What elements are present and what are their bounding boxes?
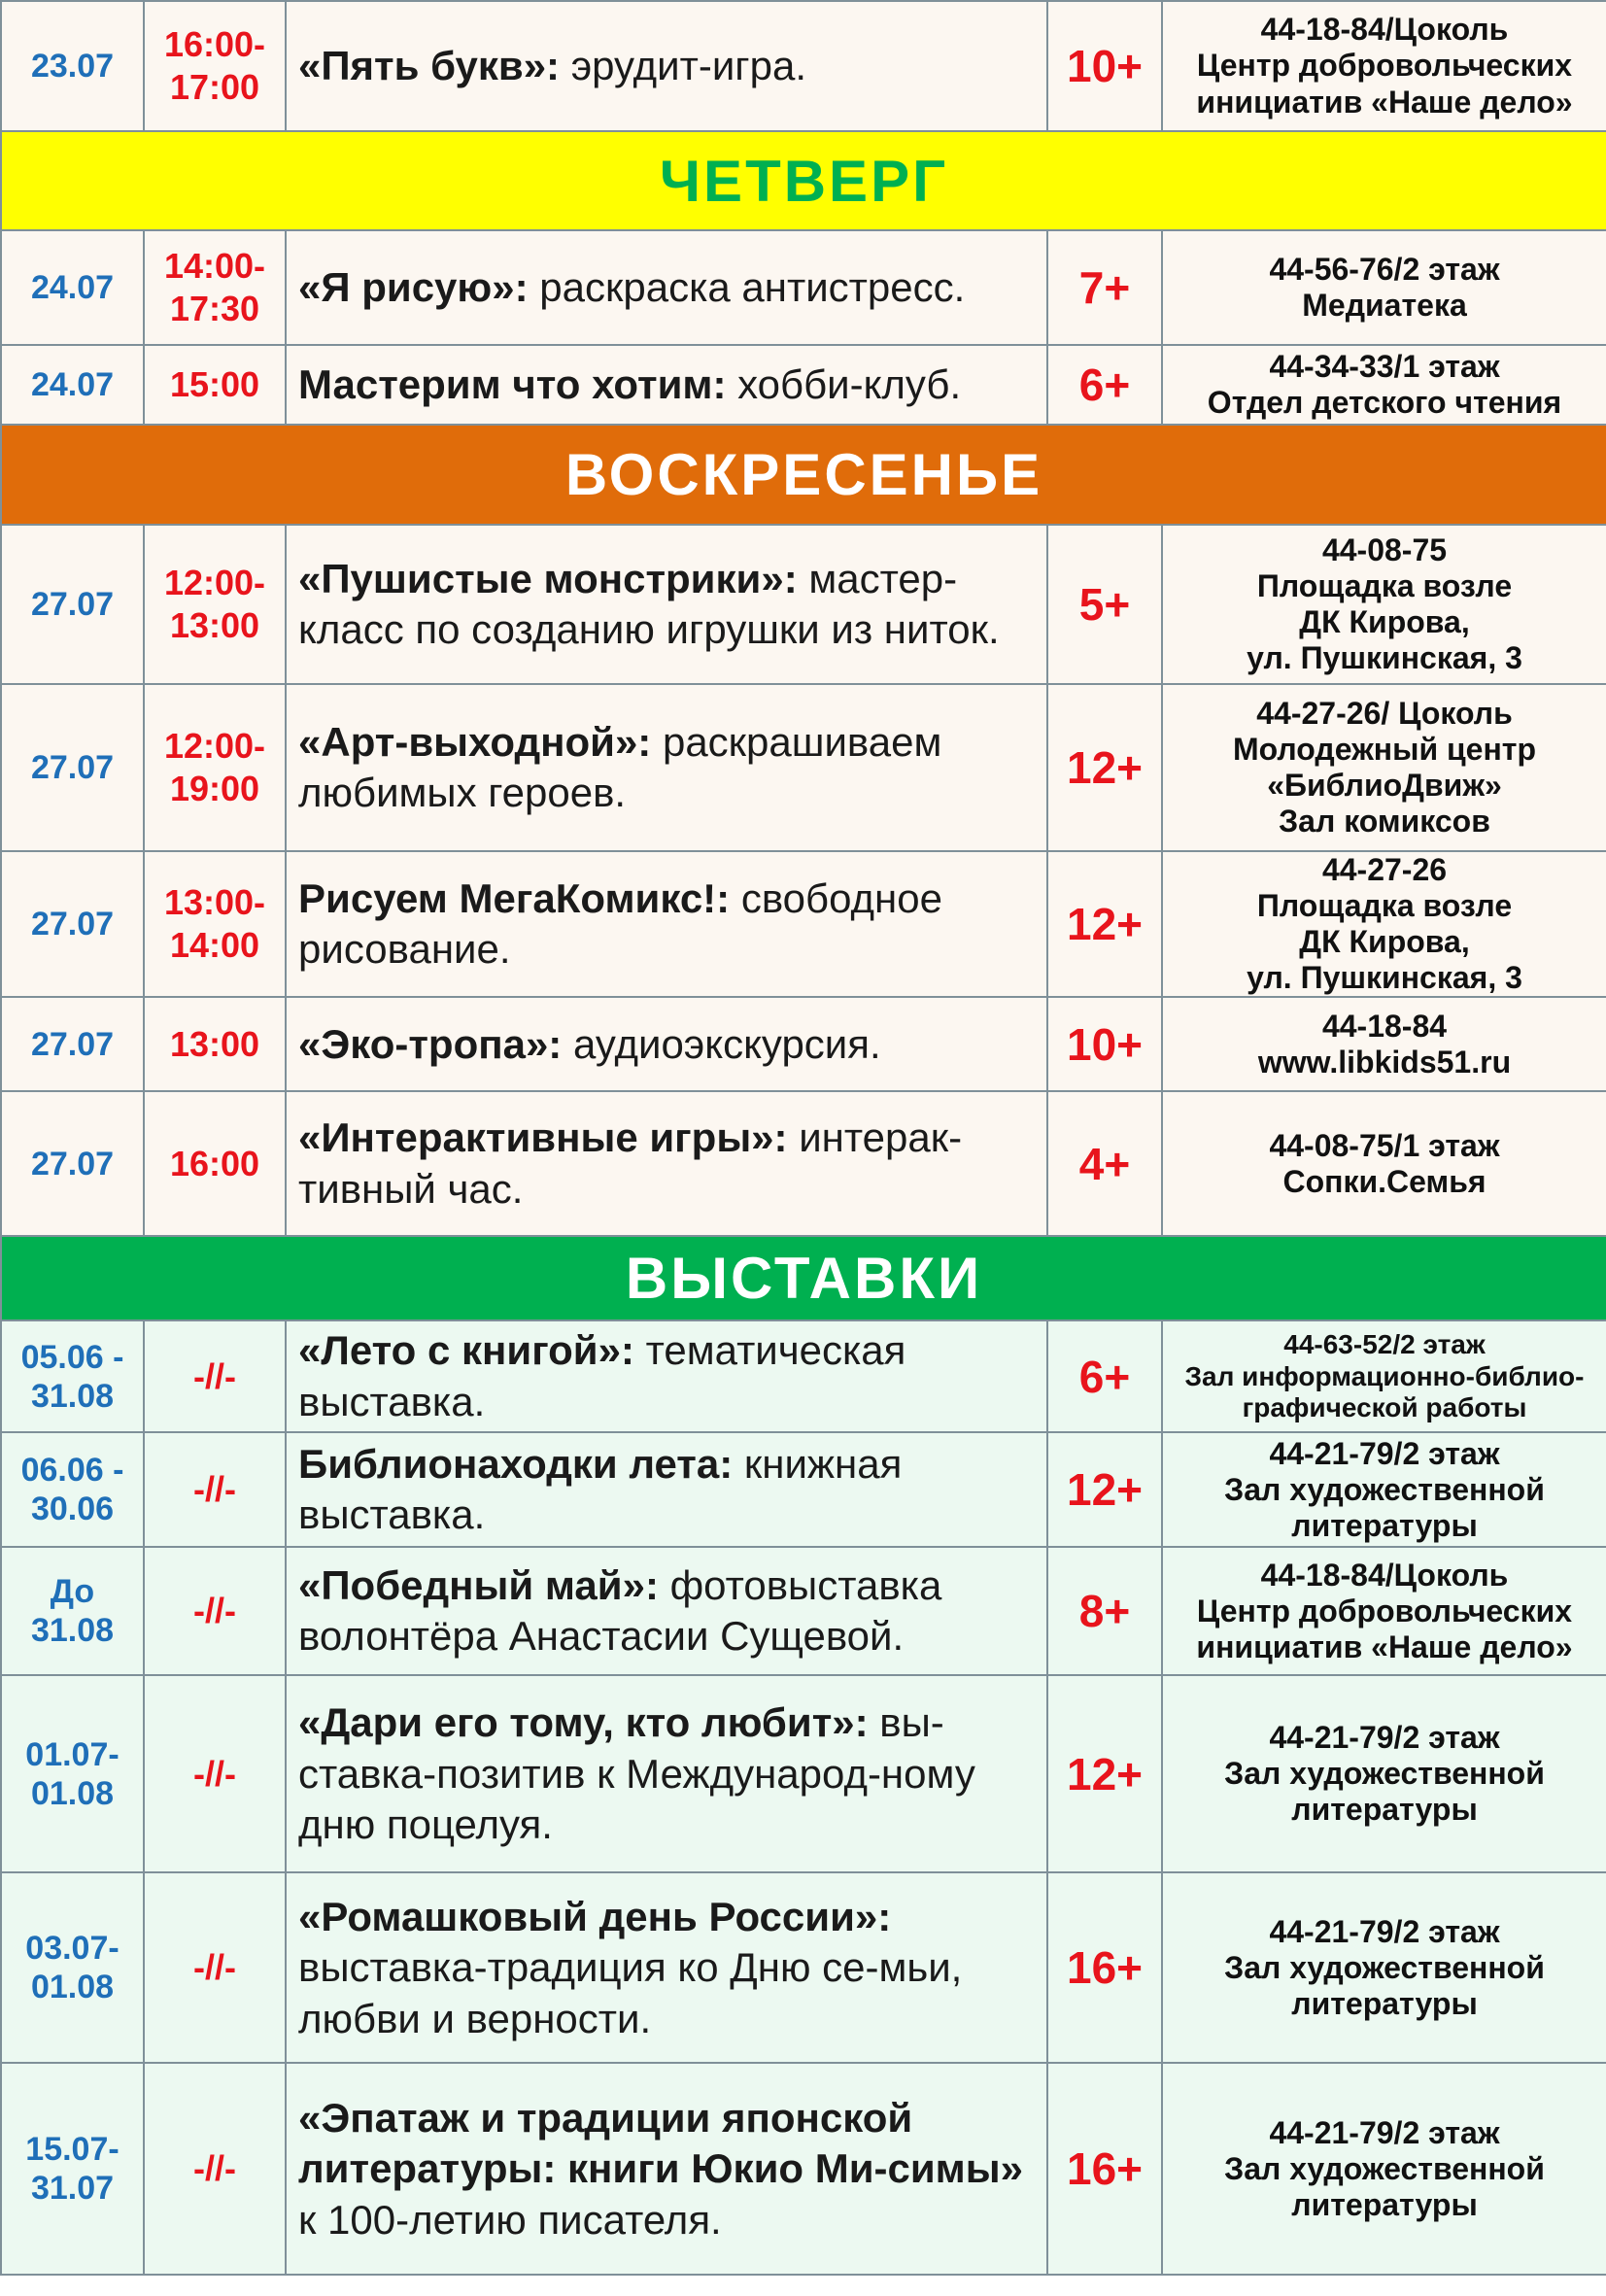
exhibition-dates: 03.07- 01.08 [1, 1872, 144, 2063]
exhibition-dates: До 31.08 [1, 1547, 144, 1675]
event-text: свободное рисование. [298, 874, 942, 973]
exhibition-location: 44-21-79/2 этаж Зал художественной литературы [1162, 1432, 1606, 1547]
event-text: интерак-тивный час. [298, 1114, 963, 1212]
age-rating: 12+ [1047, 1675, 1162, 1872]
event-location: 44-27-26/ Цоколь Молодежный центр «БиблиоДвиж» Зал комиксов [1162, 684, 1606, 851]
event-row [1, 997, 1606, 1091]
age-rating: 12+ [1047, 1432, 1162, 1547]
event-time: 12:00- 13:00 [144, 525, 286, 684]
exhibition-time: -//- [144, 1320, 286, 1432]
event-time: 15:00 [144, 345, 286, 425]
event-location: 44-18-84/Цоколь Центр добровольческих инициатив «Наше дело» [1162, 1, 1606, 131]
event-text: раскрашиваем любимых героев. [298, 718, 942, 815]
age-rating: 7+ [1047, 230, 1162, 345]
exhibition-location: 44-63-52/2 этаж Зал информационно-библио- графической работы [1162, 1320, 1606, 1432]
event-row [1, 525, 1606, 684]
section-header-row [1, 425, 1606, 525]
event-title: «Арт-выходной»: [298, 718, 652, 765]
event-time: 16:00 [144, 1091, 286, 1236]
age-rating: 6+ [1047, 1320, 1162, 1432]
event-description [286, 997, 1047, 1091]
exhibition-description [286, 1872, 1047, 2063]
event-location: 44-08-75/1 этаж Сопки.Семья [1162, 1091, 1606, 1236]
event-date: 27.07 [1, 851, 144, 997]
exhibition-text: вы-ставка-позитив к Международ-ному дню поцелуя. [298, 1699, 975, 1848]
exhibition-dates: 06.06 - 30.06 [1, 1432, 144, 1547]
exhibition-title: «Дари его тому, кто любит»: [298, 1699, 869, 1746]
section-header-thursday: ЧЕТВЕРГ [1, 131, 1606, 230]
event-date: 24.07 [1, 345, 144, 425]
event-date: 27.07 [1, 1091, 144, 1236]
event-date: 23.07 [1, 1, 144, 131]
event-text: хобби-клуб. [726, 360, 962, 407]
event-title: «Пять букв»: [298, 42, 561, 88]
exhibition-text: тематическая выставка. [298, 1327, 906, 1424]
exhibition-location: 44-21-79/2 этаж Зал художественной литературы [1162, 1872, 1606, 2063]
age-rating: 12+ [1047, 851, 1162, 997]
event-row [1, 1091, 1606, 1236]
event-description [286, 230, 1047, 345]
event-row [1, 1, 1606, 131]
exhibition-row [1, 1432, 1606, 1547]
event-time: 14:00- 17:30 [144, 230, 286, 345]
exhibition-row [1, 1675, 1606, 1872]
event-location: 44-56-76/2 этаж Медиатека [1162, 230, 1606, 345]
event-description [286, 1, 1047, 131]
exhibition-title: Библионаходки лета: [298, 1440, 734, 1487]
age-rating: 16+ [1047, 1872, 1162, 2063]
event-location: 44-08-75 Площадка возле ДК Кирова, ул. Пушкинская, 3 [1162, 525, 1606, 684]
age-rating: 12+ [1047, 684, 1162, 851]
age-rating: 6+ [1047, 345, 1162, 425]
event-text: раскраска антистресс. [528, 263, 966, 310]
age-rating: 8+ [1047, 1547, 1162, 1675]
age-rating: 16+ [1047, 2063, 1162, 2275]
exhibition-time: -//- [144, 1432, 286, 1547]
exhibition-time: -//- [144, 2063, 286, 2275]
exhibition-description [286, 2063, 1047, 2275]
exhibition-dates: 15.07- 31.07 [1, 2063, 144, 2275]
event-description [286, 684, 1047, 851]
event-date: 27.07 [1, 684, 144, 851]
event-title: «Пушистые монстрики»: [298, 555, 798, 601]
section-header-sunday: ВОСКРЕСЕНЬЕ [1, 425, 1606, 525]
event-text: мастер-класс по созданию игрушки из ниток. [298, 555, 1000, 652]
exhibition-description [286, 1675, 1047, 1872]
age-rating: 5+ [1047, 525, 1162, 684]
section-header-exhibitions: ВЫСТАВКИ [1, 1236, 1606, 1320]
event-time: 13:00- 14:00 [144, 851, 286, 997]
event-row [1, 230, 1606, 345]
exhibition-title: «Ромашковый день России»: [298, 1893, 892, 1939]
exhibition-title: «Лето с книгой»: [298, 1327, 634, 1374]
event-title: «Я рисую»: [298, 263, 529, 310]
event-description [286, 525, 1047, 684]
exhibition-row [1, 2063, 1606, 2275]
event-location: 44-18-84 www.libkids51.ru [1162, 997, 1606, 1091]
age-rating: 10+ [1047, 997, 1162, 1091]
exhibition-location: 44-18-84/Цоколь Центр добровольческих инициатив «Наше дело» [1162, 1547, 1606, 1675]
exhibition-text: фотовыставка волонтёра Анастасии Сущевой. [298, 1561, 942, 1660]
section-header-row [1, 1236, 1606, 1320]
event-time: 16:00- 17:00 [144, 1, 286, 131]
event-title: «Эко-тропа»: [298, 1020, 563, 1067]
event-title: Мастерим что хотим: [298, 360, 727, 407]
event-date: 27.07 [1, 525, 144, 684]
event-location: 44-34-33/1 этаж Отдел детского чтения [1162, 345, 1606, 425]
event-date: 27.07 [1, 997, 144, 1091]
exhibition-description [286, 1432, 1047, 1547]
age-rating: 4+ [1047, 1091, 1162, 1236]
event-date: 24.07 [1, 230, 144, 345]
event-description [286, 1091, 1047, 1236]
exhibition-title: «Победный май»: [298, 1561, 659, 1608]
event-description [286, 345, 1047, 425]
event-description [286, 851, 1047, 997]
event-text: эрудит-игра. [560, 42, 806, 88]
exhibition-title: «Эпатаж и традиции японской литературы: книги Юкио Ми-симы» [298, 2094, 1023, 2192]
exhibition-location: 44-21-79/2 этаж Зал художественной литературы [1162, 2063, 1606, 2275]
exhibition-row [1, 1547, 1606, 1675]
exhibition-location: 44-21-79/2 этаж Зал художественной литературы [1162, 1675, 1606, 1872]
exhibition-dates: 05.06 - 31.08 [1, 1320, 144, 1432]
event-title: Рисуем МегаКомикс!: [298, 874, 731, 921]
exhibition-dates: 01.07- 01.08 [1, 1675, 144, 1872]
event-time: 13:00 [144, 997, 286, 1091]
event-title: «Интерактивные игры»: [298, 1114, 788, 1161]
exhibition-row [1, 1320, 1606, 1432]
exhibition-description [286, 1320, 1047, 1432]
exhibition-time: -//- [144, 1872, 286, 2063]
exhibition-time: -//- [144, 1547, 286, 1675]
event-row [1, 684, 1606, 851]
section-header-row [1, 131, 1606, 230]
event-time: 12:00- 19:00 [144, 684, 286, 851]
event-row [1, 851, 1606, 997]
event-row [1, 345, 1606, 425]
age-rating: 10+ [1047, 1, 1162, 131]
exhibition-row [1, 1872, 1606, 2063]
event-text: аудиоэкскурсия. [562, 1020, 881, 1067]
exhibition-description [286, 1547, 1047, 1675]
exhibition-text: книжная выставка. [298, 1440, 903, 1538]
exhibition-text: выставка-традиция ко Дню се-мьи, любви и верности. [298, 1944, 963, 2041]
exhibition-time: -//- [144, 1675, 286, 1872]
event-location: 44-27-26 Площадка возле ДК Кирова, ул. Пушкинская, 3 [1162, 851, 1606, 997]
exhibition-text: к 100-летию писателя. [298, 2196, 722, 2243]
